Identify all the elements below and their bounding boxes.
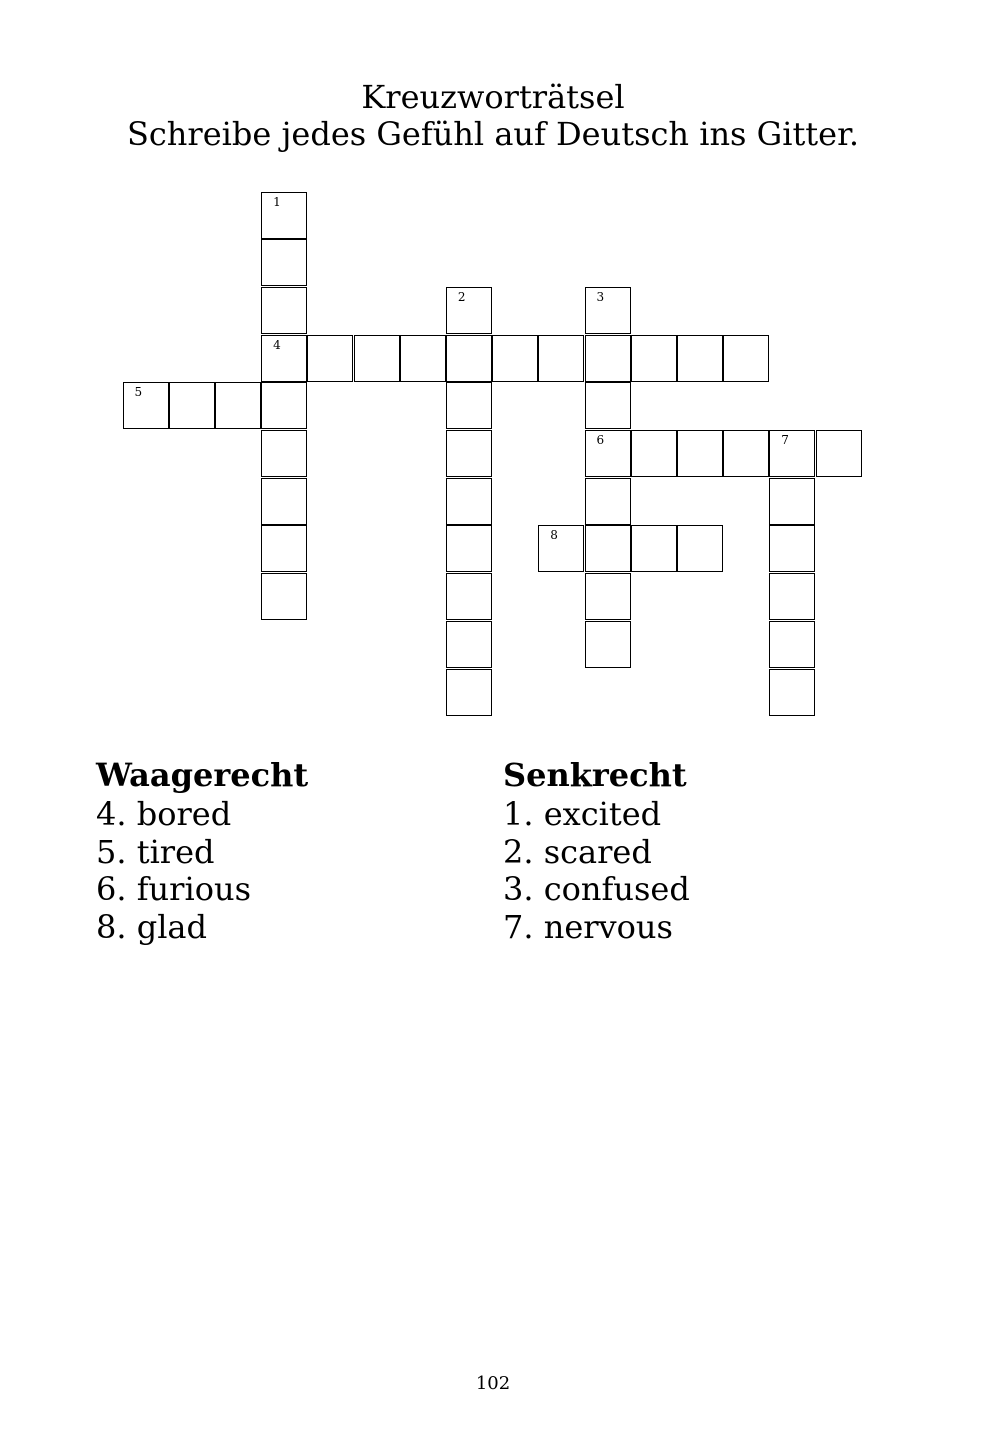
- crossword-cell[interactable]: [538, 335, 584, 382]
- clue-number: 4: [273, 337, 281, 352]
- crossword-cell[interactable]: [261, 239, 307, 286]
- crossword-cell[interactable]: [631, 335, 677, 382]
- worksheet-instructions: Schreibe jedes Gefühl auf Deutsch ins Gitter.: [126, 115, 860, 153]
- crossword-cell[interactable]: [585, 430, 631, 477]
- crossword-cell[interactable]: [446, 669, 492, 716]
- crossword-cell[interactable]: [261, 382, 307, 429]
- crossword-cell[interactable]: [769, 478, 815, 525]
- crossword-cell[interactable]: [769, 573, 815, 620]
- crossword-cell[interactable]: [677, 335, 723, 382]
- page-number: 102: [475, 1373, 511, 1394]
- crossword-cell[interactable]: [677, 525, 723, 572]
- crossword-cell[interactable]: [354, 335, 400, 382]
- crossword-cell[interactable]: [446, 525, 492, 572]
- crossword-cell[interactable]: [123, 382, 169, 429]
- worksheet-title: Kreuzworträtsel: [361, 78, 625, 116]
- crossword-cell[interactable]: [261, 192, 307, 239]
- crossword-cell[interactable]: [585, 335, 631, 382]
- crossword-cell[interactable]: [446, 478, 492, 525]
- crossword-cell[interactable]: [446, 335, 492, 382]
- crossword-cell[interactable]: [723, 335, 769, 382]
- crossword-cell[interactable]: [769, 669, 815, 716]
- crossword-cell[interactable]: [261, 287, 307, 334]
- crossword-cell[interactable]: [261, 478, 307, 525]
- clue-number: 6: [596, 433, 605, 447]
- across-heading: Waagerecht: [96, 756, 309, 794]
- down-clue: 1. excited: [503, 795, 662, 833]
- across-clue: 6. furious: [96, 870, 251, 908]
- clue-number: 3: [596, 289, 605, 304]
- crossword-cell[interactable]: [585, 525, 631, 572]
- crossword-cell[interactable]: [585, 621, 631, 668]
- crossword-cell[interactable]: [585, 287, 631, 334]
- crossword-cell[interactable]: [446, 287, 492, 334]
- across-clue: 4. bored: [96, 795, 232, 833]
- crossword-cell[interactable]: [585, 382, 631, 429]
- crossword-cell[interactable]: [769, 525, 815, 572]
- crossword-cell[interactable]: [446, 430, 492, 477]
- crossword-cell[interactable]: [769, 621, 815, 668]
- across-clue-list: [96, 796, 251, 946]
- crossword-cell[interactable]: [261, 525, 307, 572]
- clue-number: 2: [457, 289, 466, 304]
- across-clue: 8. glad: [96, 907, 207, 946]
- down-heading: Senkrecht: [503, 756, 687, 794]
- crossword-cell[interactable]: [261, 430, 307, 477]
- crossword-cell[interactable]: [538, 525, 584, 572]
- crossword-cell[interactable]: [169, 382, 215, 429]
- crossword-cell[interactable]: [261, 335, 307, 382]
- crossword-cell[interactable]: [585, 573, 631, 620]
- clue-number: 1: [273, 194, 281, 209]
- crossword-cell[interactable]: [446, 382, 492, 429]
- crossword-cell[interactable]: [492, 335, 538, 382]
- crossword-cell[interactable]: [215, 382, 261, 429]
- crossword-cell[interactable]: [723, 430, 769, 477]
- crossword-cell[interactable]: [261, 573, 307, 620]
- crossword-cell[interactable]: [400, 335, 446, 382]
- crossword-cell[interactable]: [446, 621, 492, 668]
- crossword-cell[interactable]: [446, 573, 492, 620]
- crossword-cell[interactable]: [677, 430, 723, 477]
- clue-number: 7: [781, 433, 789, 447]
- crossword-cell[interactable]: [631, 430, 677, 477]
- down-clue: 2. scared: [503, 832, 652, 871]
- crossword-cell[interactable]: [816, 430, 862, 477]
- down-clue: 3. confused: [503, 870, 690, 908]
- across-clue: 5. tired: [96, 832, 215, 871]
- clue-number: 5: [134, 385, 143, 400]
- crossword-cell[interactable]: [631, 525, 677, 572]
- crossword-cell[interactable]: [307, 335, 353, 382]
- down-clue: 7. nervous: [503, 907, 673, 946]
- clue-number: 8: [550, 528, 558, 543]
- crossword-cell[interactable]: [769, 430, 815, 477]
- crossword-cell[interactable]: [585, 478, 631, 525]
- down-clue-list: [503, 796, 690, 946]
